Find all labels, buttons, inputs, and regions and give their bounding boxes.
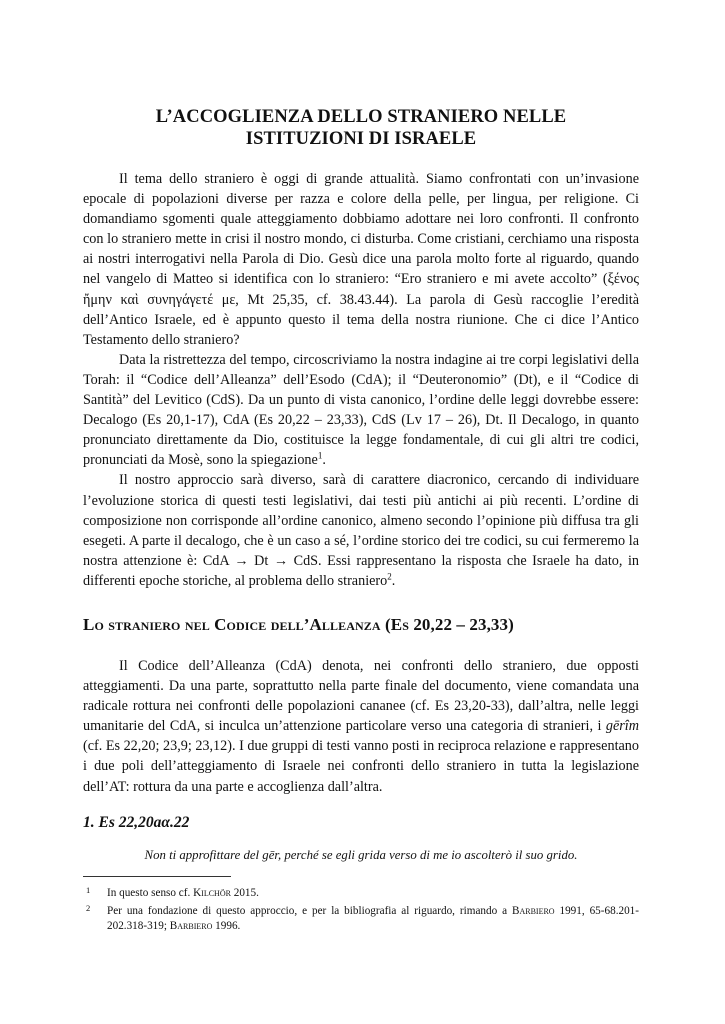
subheading: 1. Es 22,20aα.22: [83, 813, 190, 831]
paragraph-cda: Il Codice dell’Alleanza (CdA) denota, nei confronti dello straniero, due opposti atteggiamenti. Da una parte, soprattutto nella parte finale del documento, viene comandata una radicale rottura nei confronti delle popolazioni cananee (cf. Es 23,20-33), dall’altra, nelle leggi umanitarie del CdA, si inculca un’attenzione particolare verso una categoria di stranieri, i gērîm (cf. Es 22,20; 23,9; 23,12). I due gruppi di testi vanno posti in reciproca relazione e rappresentano i due poli dell’atteggiamento di Israele nei confronti dello straniero in tutta la legislazione dell’AT: rottura da una parte e accoglienza dall’altra.: [83, 657, 639, 795]
section-heading: Lo straniero nel Codice dell’Alleanza (Es 20,22 – 23,33): [83, 614, 514, 634]
author-name: Barbiero: [512, 904, 555, 917]
term-gerim: gērîm: [605, 718, 639, 735]
footnote-1: 1 In questo senso cf. Kilchör 2015.: [86, 885, 259, 899]
footnotes: [83, 886, 639, 936]
title-line-2: ISTITUZIONI DI ISRAELE: [245, 129, 477, 149]
footnote-2: 2 Per una fondazione di questo approccio, e per la bibliografia al riguardo, rimando a Barbiero 1991, 65-68.201-202.318-319; Barbiero 1996.: [86, 902, 639, 932]
author-name: Kilchör: [193, 887, 231, 899]
footnote-number: 2: [86, 902, 91, 913]
paragraph-approach: Il nostro approccio sarà diverso, sarà di carattere diacronico, cercando di individuare l’evoluzione storica di questi testi legislativi, dai testi più antichi ai più recenti. L’ordine di composizione non corrisponde all’ordine canonico, almeno secondo l’opinione più diffusa tra gli esegeti. A parte il decalogo, che è un caso a sé, l’ordine storico dei tre codici, su cui fermeremo la nostra attenzione è: CdA → Dt → CdS. Essi rappresentano la risposta che Israele ha dato, in differenti epoche storiche, al problema dello straniero$^2$.: [83, 472, 639, 589]
paragraph-intro: Il tema dello straniero è oggi di grande attualità. Siamo confrontati con un’invasione epocale di popolazioni diverse per razza e colore della pelle, per lingua, per religione. Ci domandiamo sgomenti quale atteggiamento dobbiamo adottare nei loro confronti. Il confronto con lo straniero mette in crisi il nostro mondo, ci disturba. Come cristiani, cerchiamo una risposta ai nostri interrogativi nella Parola di Dio. Gesù dice una parola molto forte al riguardo, quando nel vangelo di Matteo si identifica con lo straniero: “Ero straniero e mi avete accolto” (ξένος ἤμην καὶ συνηγάγετέ με, Mt 25,35, cf. 38.43.44). La parola di Gesù raccoglie l’eredità dell’Antico Israele, ed è appunto questo il tema della nostra riunione. Che ci dice l’Antico Testamento dello straniero?: [83, 171, 639, 348]
author-name: Barbiero: [169, 919, 213, 932]
footnote-number: 1: [86, 885, 91, 895]
body-text: [83, 169, 639, 864]
scripture-quote: Non ti approfittare del gēr, perché se egli grida verso di me io ascolterò il suo grido.: [144, 847, 578, 862]
paragraph-scope: Data la ristrettezza del tempo, circoscriviamo la nostra indagine ai tre corpi legislativi della Torah: il “Codice dell’Alleanza” dell’Esodo (CdA); il “Deuteronomio” (Dt), e il “Codice di Santità” del Levitico (CdS). Da un punto di vista canonico, l’ordine delle leggi dovrebbe essere: Decalogo (Es 20,1-17), CdA (Es 20,22 – 23,33), CdS (Lv 17 – 26), Dt. Il Decalogo, in quanto pronunciato direttamente da Dio, costituisce la legge fondamentale, di cui gli altri tre codici, pronunciati da Mosè, sono la spiegazione$^1$.: [83, 351, 639, 469]
footnote-ref-1[interactable]: 1: [317, 450, 323, 461]
page-title: [83, 106, 639, 150]
footnote-divider: [83, 876, 231, 877]
title-line-1: L’ACCOGLIENZA DELLO STRANIERO NELLE: [155, 107, 567, 127]
page-content: [83, 106, 639, 864]
footnote-ref-2[interactable]: 2: [387, 571, 392, 582]
